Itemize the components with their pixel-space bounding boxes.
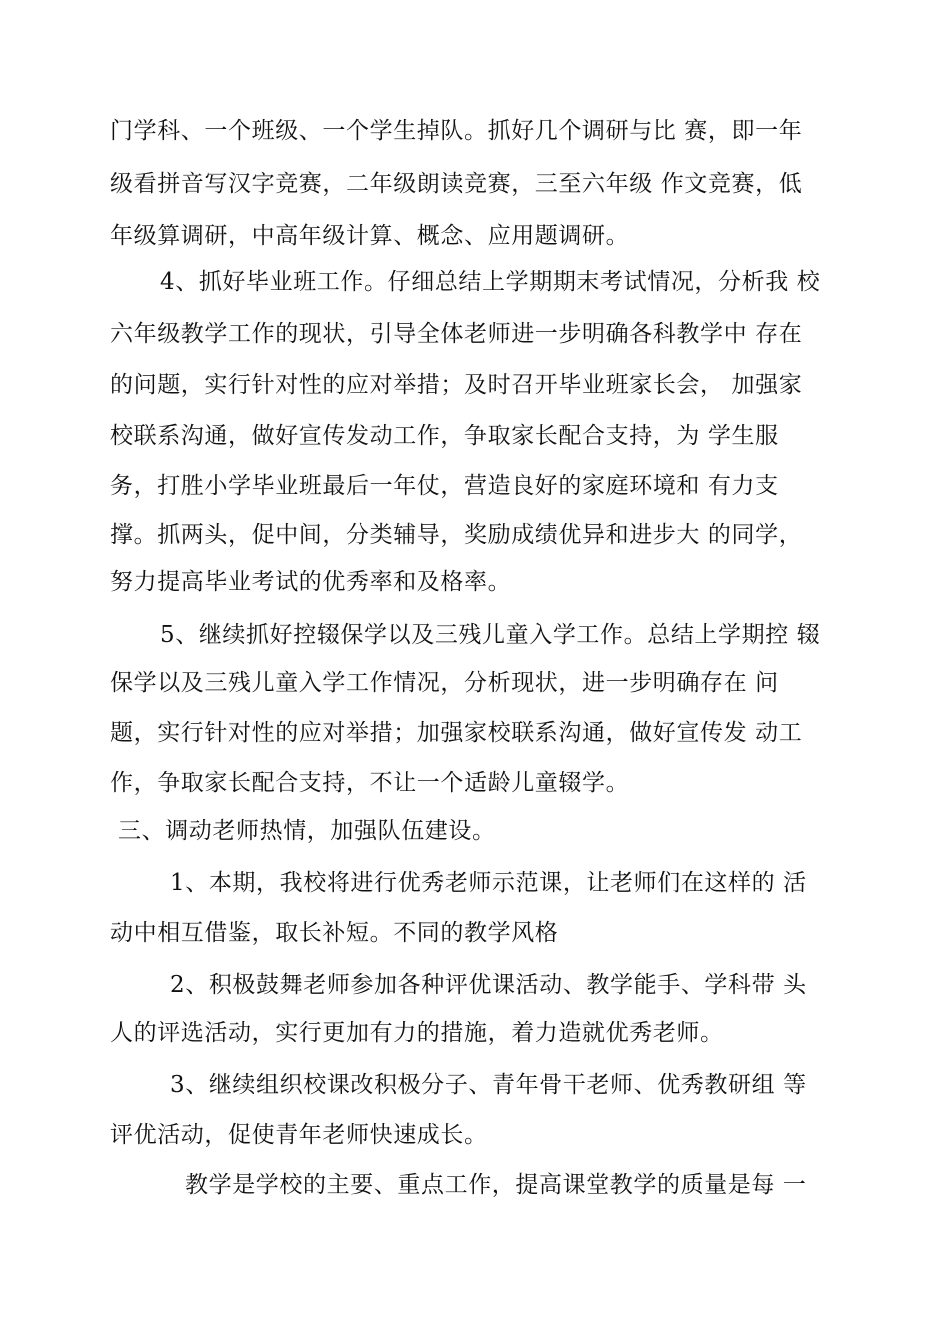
paragraph-line: 年级算调研，中高年级计算、概念、应用题调研。 (110, 223, 630, 249)
paragraph-line: 题，实行针对性的应对举措；加强家校联系沟通，做好宣传发 动工 (110, 720, 803, 746)
paragraph-line: 级看拼音写汉字竞赛，二年级朗读竞赛，三至六年级 作文竞赛，低 (110, 171, 803, 197)
paragraph-line: 4、抓好毕业班工作。仔细总结上学期期末考试情况，分析我 校 (160, 269, 821, 295)
paragraph-line: 门学科、一个班级、一个学生掉队。抓好几个调研与比 赛，即一年 (110, 118, 803, 144)
paragraph-line: 撑。抓两头，促中间，分类辅导，奖励成绩优异和进步大 的同学， (110, 522, 803, 548)
paragraph-line: 保学以及三残儿童入学工作情况，分析现状，进一步明确存在 问 (110, 670, 779, 696)
paragraph-line: 2、积极鼓舞老师参加各种评优课活动、教学能手、学科带 头 (170, 972, 807, 998)
paragraph-line: 评优活动，促使青年老师快速成长。 (110, 1122, 488, 1148)
paragraph-line: 3、继续组织校课改积极分子、青年骨干老师、优秀教研组 等 (170, 1072, 807, 1098)
paragraph-line: 作，争取家长配合支持，不让一个适龄儿童辍学。 (110, 770, 630, 796)
paragraph-line: 务，打胜小学毕业班最后一年仗，营造良好的家庭环境和 有力支 (110, 473, 779, 499)
paragraph-line: 努力提高毕业考试的优秀率和及格率。 (110, 569, 512, 595)
paragraph-line: 5、继续抓好控辍保学以及三残儿童入学工作。总结上学期控 辍 (160, 622, 821, 648)
paragraph-line: 六年级教学工作的现状，引导全体老师进一步明确各科教学中 存在 (110, 321, 803, 347)
paragraph-line: 校联系沟通，做好宣传发动工作，争取家长配合支持，为 学生服 (110, 423, 779, 449)
paragraph-line: 教学是学校的主要、重点工作，提高课堂教学的质量是每 一 (185, 1172, 807, 1198)
section-heading: 三、调动老师热情，加强队伍建设。 (118, 818, 496, 844)
paragraph-line: 的问题，实行针对性的应对举措；及时召开毕业班家长会， 加强家 (110, 372, 803, 398)
paragraph-line: 1、本期，我校将进行优秀老师示范课，让老师们在这样的 活 (170, 870, 807, 896)
paragraph-line: 人的评选活动，实行更加有力的措施，着力造就优秀老师。 (110, 1020, 724, 1046)
paragraph-line: 动中相互借鉴，取长补短。不同的教学风格 (110, 920, 559, 946)
